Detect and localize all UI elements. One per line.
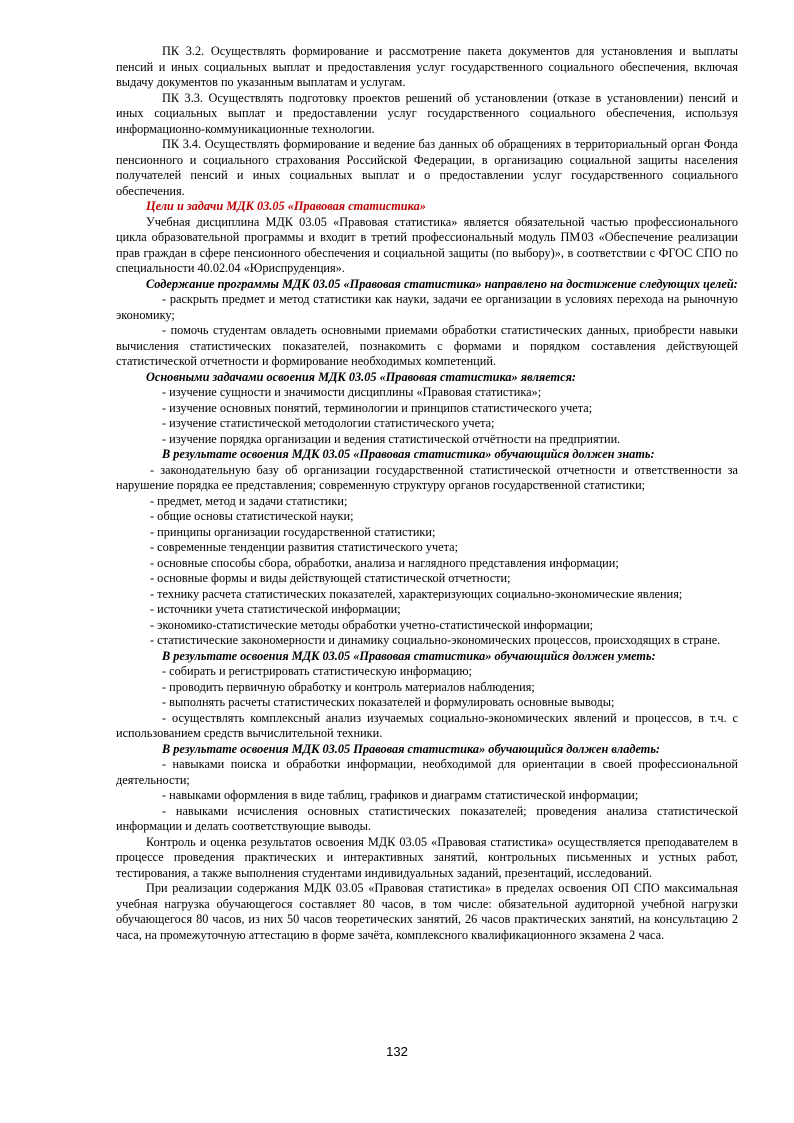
own-item: - навыками поиска и обработки информации, необходимой для ориентации в своей профессиональной деятельности; [116, 757, 738, 787]
able-item: - собирать и регистрировать статистическую информацию; [162, 664, 472, 678]
know-item: - современные тенденции развития статистического учета; [150, 540, 458, 554]
content-heading: Содержание программы МДК 03.05 «Правовая статистика» направлено на достижение следующих целей: [146, 276, 738, 291]
goals-heading: Цели и задачи МДК 03.05 «Правовая статистика» [146, 199, 426, 213]
able-heading: В результате освоения МДК 03.05 «Правовая статистика» обучающийся должен уметь: [162, 648, 656, 663]
know-item: - технику расчета статистических показателей, характеризующих социально-экономические явления; [150, 586, 683, 601]
document-body [116, 44, 738, 943]
intro-paragraph: Учебная дисциплина МДК 03.05 «Правовая статистика» является обязательной частью профессионального цикла образовательной программы и входит в третий профессиональный модуль ПМ 03 «Обеспечение реализации прав граждан в сфере пенсионного обеспечения и социальной защиты (по выбору)», в соответствии с ФГОС СПО по специальности 40.02.04 «Юриспруденция». [116, 214, 738, 275]
know-item: - законодательную базу об организации государственной статистической отчетности и ответственности за нарушение порядка ее представления; современную структуру органов государственной статистики; [116, 462, 738, 492]
know-heading: В результате освоения МДК 03.05 «Правовая статистика» обучающийся должен знать: [162, 447, 655, 461]
know-item: - общие основы статистической науки; [150, 509, 354, 523]
own-heading: В результате освоения МДК 03.05 Правовая статистика» обучающийся должен владеть: [162, 741, 661, 756]
know-item: - основные способы сбора, обработки, анализа и наглядного представления информации; [150, 555, 619, 570]
able-item: - выполнять расчеты статистических показателей и формулировать основные выводы; [162, 695, 615, 709]
goal-item: - помочь студентам овладеть основными приемами обработки статистических данных, приобрести навыки вычисления статистических показателей, познакомить с формами и порядком составления действующей статистической отчетности и формирование необходимых компетенций. [116, 323, 738, 368]
goal-item: - раскрыть предмет и метод статистики как науки, задачи ее организации в условиях перехода на рыночную экономику; [116, 292, 738, 322]
pk-3-3: ПК 3.3. Осуществлять подготовку проектов решений об установлении (отказе в установлении) пенсий и иных социальных выплат и предоставлении услуг государственного социального обеспечения, используя информационно-коммуникационные технологии. [116, 90, 738, 136]
control-paragraph: Контроль и оценка результатов освоения МДК 03.05 «Правовая статистика» осуществляется преподавателем в процессе проведения практических и интерактивных занятий, контрольных письменных и устных работ, тестирования, а также выполнения студентами индивидуальных заданий, презентаций, исследований. [116, 834, 738, 880]
know-item: - источники учета статистической информации; [150, 602, 401, 616]
tasks-heading: Основными задачами освоения МДК 03.05 «Правовая статистика» является: [146, 369, 577, 384]
able-item: - проводить первичную обработку и контроль материалов наблюдения; [162, 679, 535, 694]
own-item: - навыками оформления в виде таблиц, графиков и диаграмм статистической информации; [162, 788, 639, 802]
able-item: - осуществлять комплексный анализ изучаемых социально-экономических явлений и процессов, в т.ч. с использованием средств вычислительной техники. [116, 710, 738, 740]
task-item: - изучение основных понятий, терминологии и принципов статистического учета; [162, 400, 593, 415]
know-item: - принципы организации государственной статистики; [150, 524, 436, 539]
hours-paragraph: При реализации содержания МДК 03.05 «Правовая статистика» в пределах освоения ОП СПО максимальная учебная нагрузка обучающегося составляет 80 часов, в том числе: обязательной аудиторной учебной нагрузки обучающегося 80 часов, из них 50 часов теоретических занятий, 26 часов практических занятий, на консультацию 2 часа, на промежуточную аттестацию в форме зачёта, комплексного квалификационного экзамена 2 часа. [116, 881, 738, 942]
task-item: - изучение статистической методологии статистического учета; [162, 416, 495, 430]
know-item: - статистические закономерности и динамику социально-экономических процессов, происходящих в стране. [150, 633, 721, 647]
task-item: - изучение порядка организации и ведения статистической отчётности на предприятии. [162, 431, 621, 446]
pk-3-4: ПК 3.4. Осуществлять формирование и ведение баз данных об обращениях в территориальный орган Фонда пенсионного и социального страхования Российской Федерации, в организацию социальной защиты населения получателей пенсий и иных социальных выплат и о предоставлении услуг государственного социального обеспечения. [116, 137, 738, 198]
own-item: - навыками исчисления основных статистических показателей; проведения анализа статистической информации и делать соответствующие выводы. [116, 803, 738, 833]
know-item: - экономико-статистические методы обработки учетно-статистической информации; [150, 617, 594, 632]
pk-3-2: ПК 3.2. Осуществлять формирование и рассмотрение пакета документов для установления и выплаты пенсий и иных социальных выплат и предоставления услуг государственного социального обеспечения, включая выдачу документов по указанным выплатам и услугам. [116, 44, 738, 89]
task-item: - изучение сущности и значимости дисциплины «Правовая статистика»; [162, 385, 542, 399]
know-item: - основные формы и виды действующей статистической отчетности; [150, 571, 511, 585]
page-number: 132 [386, 1044, 408, 1059]
know-item: - предмет, метод и задачи статистики; [150, 493, 348, 508]
